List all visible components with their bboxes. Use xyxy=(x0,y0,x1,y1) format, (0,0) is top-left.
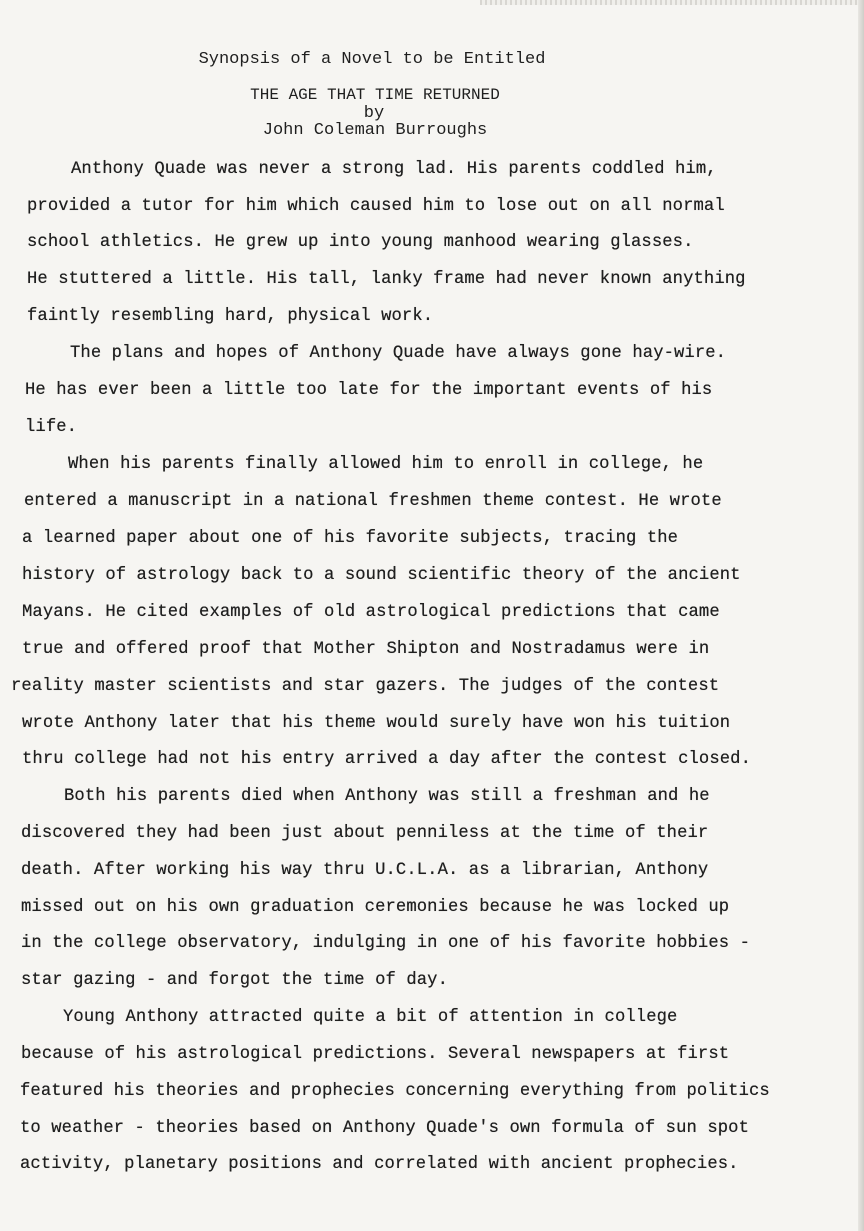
by-line: by xyxy=(363,104,385,123)
body-line: He stuttered a little. His tall, lanky frame had never known anything xyxy=(27,270,746,289)
body-line: Mayans. He cited examples of old astrological predictions that came xyxy=(22,603,720,622)
body-line: Young Anthony attracted quite a bit of attention in college xyxy=(63,1008,678,1027)
body-line: entered a manuscript in a national freshmen theme contest. He wrote xyxy=(24,492,722,511)
synopsis-heading: Synopsis of a Novel to be Entitled xyxy=(198,50,546,69)
page-right-edge xyxy=(858,0,864,1231)
body-line: He has ever been a little too late for the important events of his xyxy=(25,381,713,400)
body-line: faintly resembling hard, physical work. xyxy=(27,307,434,326)
body-line: missed out on his own graduation ceremonies because he was locked up xyxy=(21,898,730,917)
body-line: true and offered proof that Mother Shipton and Nostradamus were in xyxy=(22,640,710,659)
body-line: a learned paper about one of his favorite subjects, tracing the xyxy=(22,529,679,548)
page-top-edge xyxy=(480,0,864,5)
body-line: thru college had not his entry arrived a day after the contest closed. xyxy=(22,750,751,769)
body-line: to weather - theories based on Anthony Quade's own formula of sun spot xyxy=(20,1119,749,1138)
body-line: The plans and hopes of Anthony Quade have always gone hay-wire. xyxy=(70,344,727,363)
body-line: life. xyxy=(25,418,78,437)
body-line: discovered they had been just about penniless at the time of their xyxy=(21,824,709,843)
body-line: in the college observatory, indulging in one of his favorite hobbies - xyxy=(21,934,750,953)
body-line: Both his parents died when Anthony was still a freshman and he xyxy=(64,787,710,806)
novel-title: THE AGE THAT TIME RETURNED xyxy=(250,86,500,104)
body-line: provided a tutor for him which caused him to lose out on all normal xyxy=(27,197,725,216)
body-line: school athletics. He grew up into young manhood wearing glasses. xyxy=(27,233,694,252)
body-line: When his parents finally allowed him to enroll in college, he xyxy=(68,455,704,474)
body-line: activity, planetary positions and correlated with ancient prophecies. xyxy=(20,1155,739,1174)
author-name: John Coleman Burroughs xyxy=(262,121,488,140)
body-line: because of his astrological predictions. Several newspapers at first xyxy=(21,1045,730,1064)
body-line: history of astrology back to a sound scientific theory of the ancient xyxy=(22,566,741,585)
body-line: Anthony Quade was never a strong lad. His parents coddled him, xyxy=(71,160,717,179)
body-line: star gazing - and forgot the time of day. xyxy=(21,971,448,990)
body-line: featured his theories and prophecies concerning everything from politics xyxy=(20,1082,770,1101)
body-line: reality master scientists and star gazers. The judges of the contest xyxy=(11,677,720,696)
body-line: death. After working his way thru U.C.L.A. as a librarian, Anthony xyxy=(21,861,709,880)
body-line: wrote Anthony later that his theme would surely have won his tuition xyxy=(22,714,731,733)
